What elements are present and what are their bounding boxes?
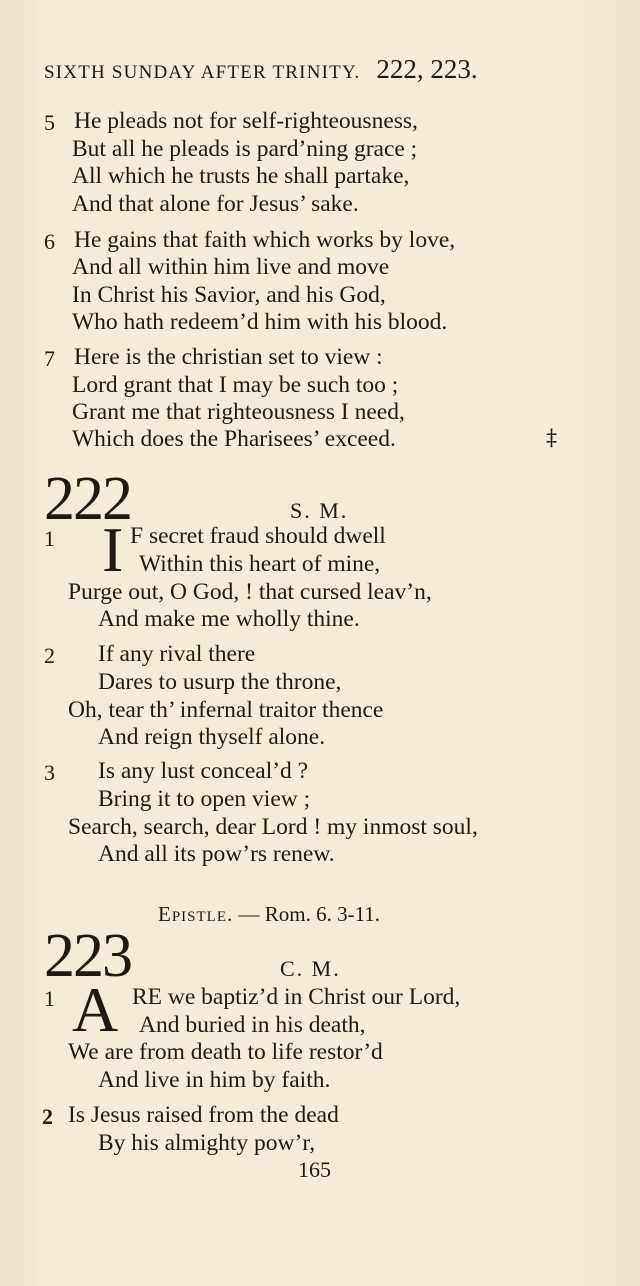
epistle-reference: — Rom. 6. 3-11. — [238, 902, 381, 926]
hymn-line: And all its pow’rs renew. — [98, 841, 335, 867]
hymn-line: RE we baptiz’d in Christ our Lord, — [132, 984, 461, 1010]
hymn-line: Who hath redeem’d him with his blood. — [72, 309, 448, 335]
hymn-line: But all he pleads is pard’ning grace ; — [72, 136, 418, 162]
hymn-line: And that alone for Jesus’ sake. — [72, 191, 359, 217]
hymn-line: Purge out, O God, ! that cursed leav’n, — [68, 579, 432, 605]
hymn-line: Is any lust conceal’d ? — [98, 758, 309, 784]
hymn-line: Lord grant that I may be such too ; — [72, 372, 399, 398]
hymn-line: Within this heart of mine, — [139, 551, 381, 577]
hymn-meter: C. M. — [280, 956, 341, 981]
hymn-line: In Christ his Savior, and his God, — [72, 282, 386, 308]
stanza-number: 7 — [44, 346, 55, 371]
hymn-line: And reign thyself alone. — [98, 724, 326, 750]
hymn-line: F secret fraud should dwell — [130, 523, 386, 549]
hymn-line: Grant me that righteousness I need, — [72, 399, 405, 425]
drop-cap: A — [72, 974, 119, 1045]
hymn-line: We are from death to life restor’d — [68, 1039, 383, 1065]
hymn-line: He gains that faith which works by love, — [74, 227, 456, 253]
hymn-line: Bring it to open view ; — [98, 786, 311, 812]
hymn-line: Dares to usurp the throne, — [98, 669, 342, 695]
hymn-number: 222 — [44, 465, 131, 533]
stanza-number: 1 — [44, 986, 55, 1011]
hymn-line: He pleads not for self-righteousness, — [74, 108, 418, 134]
running-head-numbers: 222, 223. — [376, 54, 478, 84]
stanza-number: 1 — [44, 526, 55, 551]
stanza-number: 6 — [44, 229, 55, 254]
epistle-label: Epistle. — [158, 902, 234, 926]
hymn-line: And make me wholly thine. — [98, 606, 360, 632]
hymn-line: And all within him live and move — [72, 254, 390, 280]
hymn-line: All which he trusts he shall partake, — [72, 163, 410, 189]
hymn-line: And buried in his death, — [139, 1012, 366, 1038]
hymn-line: Search, search, dear Lord ! my inmost soul, — [68, 814, 478, 840]
running-head-title: SIXTH SUNDAY AFTER TRINITY. — [44, 62, 361, 83]
hymn-line: If any rival there — [98, 641, 256, 667]
stanza-number: 2 — [44, 643, 55, 668]
stanza-number: 3 — [44, 760, 55, 785]
hymn-line: By his almighty pow’r, — [98, 1130, 316, 1156]
hymn-line: Oh, tear th’ infernal traitor thence — [68, 697, 384, 723]
hymn-line: And live in him by faith. — [98, 1067, 331, 1093]
hymn-line: Is Jesus raised from the dead — [68, 1102, 339, 1128]
hymn-meter: S. M. — [290, 498, 349, 523]
end-ornament-icon: ‡ — [546, 426, 557, 451]
stanza-number: 2 — [42, 1104, 53, 1129]
stanza-number: 5 — [44, 110, 55, 135]
epistle-heading — [158, 902, 380, 927]
page-number: 165 — [298, 1157, 331, 1182]
running-head — [44, 54, 604, 85]
hymn-line: Here is the christian set to view : — [74, 344, 383, 370]
hymn-line: Which does the Pharisees’ exceed. — [72, 426, 396, 452]
drop-cap: I — [102, 514, 124, 585]
hymn-number: 223 — [44, 922, 131, 990]
